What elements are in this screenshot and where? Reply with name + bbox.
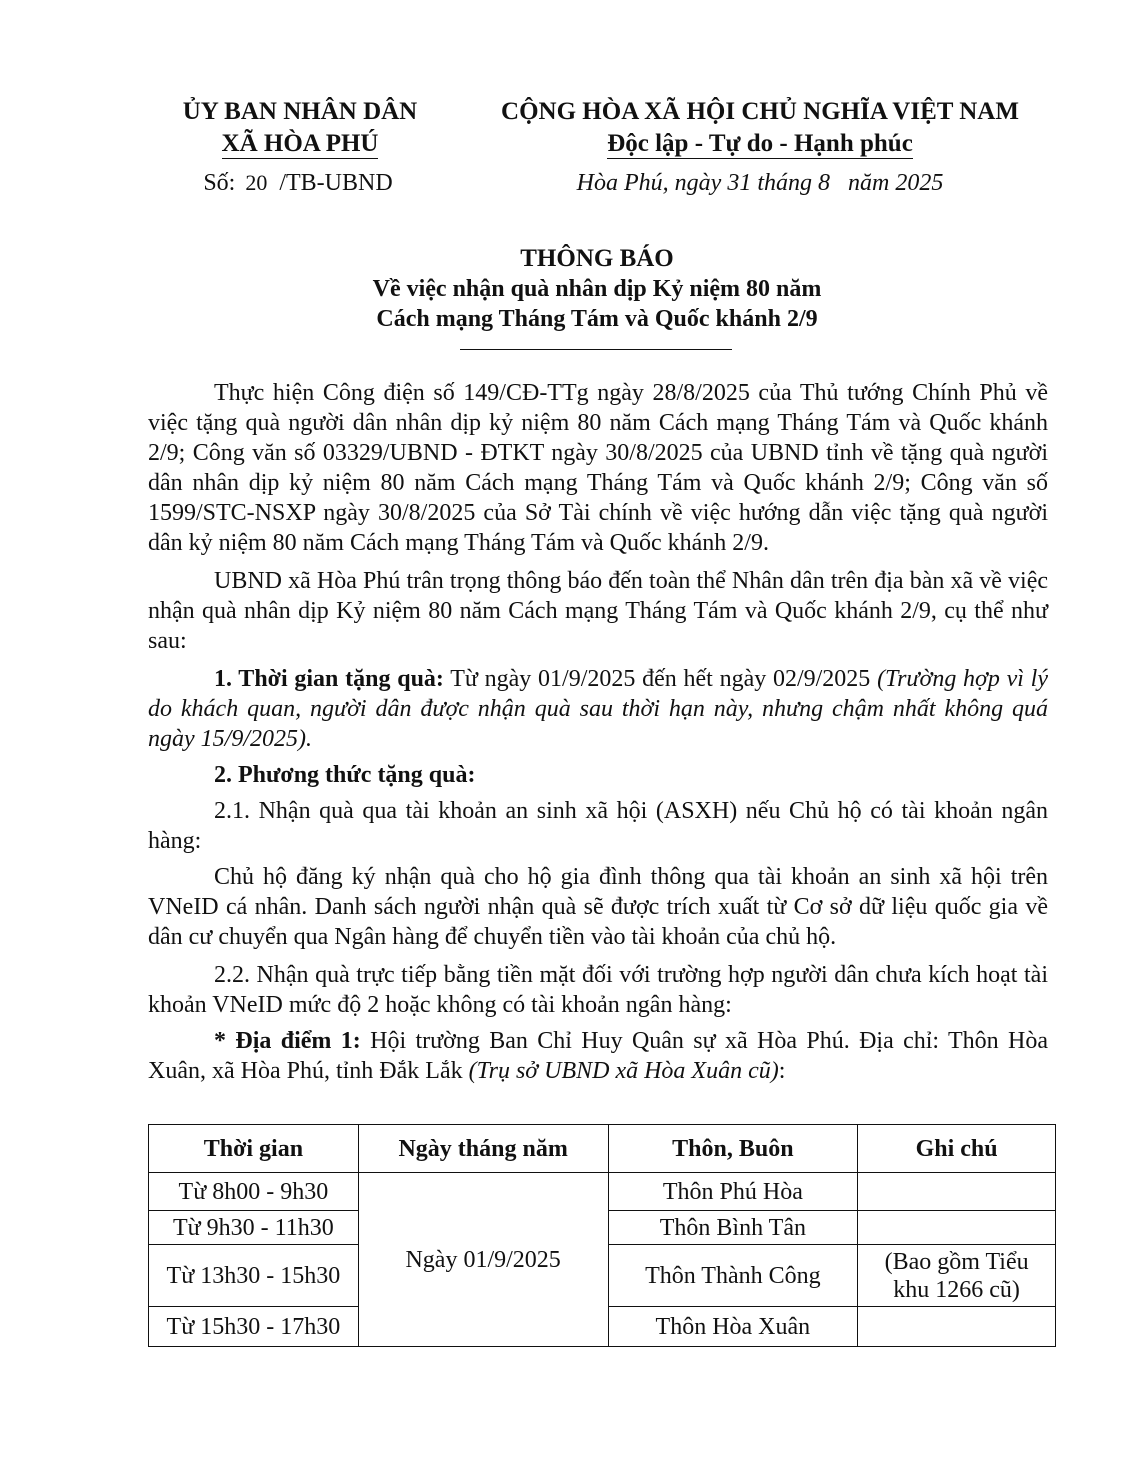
cell-note bbox=[858, 1173, 1056, 1211]
issue-date: Hòa Phú, ngày 31 tháng 8 năm 2025 bbox=[576, 170, 944, 196]
header-date: Ngày tháng năm bbox=[358, 1125, 608, 1173]
document-number bbox=[148, 170, 448, 197]
national-motto: Độc lập - Tự do - Hạnh phúc bbox=[607, 130, 913, 157]
cell-time: Từ 13h30 - 15h30 bbox=[149, 1245, 359, 1307]
issuing-agency bbox=[150, 96, 450, 160]
header-note: Ghi chú bbox=[858, 1125, 1056, 1173]
section-2-2: 2.2. Nhận quà trực tiếp bằng tiền mặt đối với trường hợp người dân chưa kích hoạt tài khoản VNeID mức độ 2 hoặc không có tài khoản ngân hàng: bbox=[148, 962, 1048, 1018]
nation-title: CỘNG HÒA XÃ HỘI CHỦ NGHĨA VIỆT NAM bbox=[501, 98, 1019, 125]
cell-date: Ngày 01/9/2025 bbox=[358, 1173, 608, 1347]
cell-time: Từ 15h30 - 17h30 bbox=[149, 1307, 359, 1347]
schedule-table bbox=[148, 1124, 1056, 1347]
doc-no-suffix: /TB-UBND bbox=[279, 170, 393, 196]
section-2-heading: 2. Phương thức tặng quà: bbox=[214, 762, 476, 788]
cell-village: Thôn Thành Công bbox=[608, 1245, 858, 1307]
document-body bbox=[148, 378, 1048, 1092]
title-divider bbox=[460, 349, 732, 350]
section-2-1-detail: Chủ hộ đăng ký nhận quà cho hộ gia đình thông qua tài khoản an sinh xã hội trên VNeID cá nhân. Danh sách người nhận quà sẽ được trích xuất từ Cơ sở dữ liệu quốc gia về dân cư chuyển qua Ngân hàng để chuyển tiền vào tài khoản của chủ hộ. bbox=[148, 864, 1048, 950]
cell-time: Từ 9h30 - 11h30 bbox=[149, 1211, 359, 1245]
cell-village: Thôn Bình Tân bbox=[608, 1211, 858, 1245]
cell-note bbox=[858, 1211, 1056, 1245]
cell-village: Thôn Phú Hòa bbox=[608, 1173, 858, 1211]
section-1-text: Từ ngày 01/9/2025 đến hết ngày 02/9/2025 bbox=[443, 666, 878, 692]
location-1-end: : bbox=[778, 1058, 786, 1084]
cell-note: (Bao gồm Tiểu khu 1266 cũ) bbox=[858, 1245, 1056, 1307]
agency-line-1: ỦY BAN NHÂN DÂN bbox=[182, 98, 418, 125]
paragraph-announcement: UBND xã Hòa Phú trân trọng thông báo đến toàn thể Nhân dân trên địa bàn xã về việc nhận quà nhân dịp Kỷ niệm 80 năm Cách mạng Tháng Tám và Quốc khánh 2/9, cụ thể như sau: bbox=[148, 568, 1048, 654]
table-row bbox=[149, 1173, 1056, 1211]
section-1-note: (Trường hợp vì lý do khách quan, người dân được nhận quà sau thời hạn này, nhưng chậm nhất không quá ngày 15/9/2025). bbox=[148, 666, 1049, 752]
section-2-1: 2.1. Nhận quà qua tài khoản an sinh xã hội (ASXH) nếu Chủ hộ có tài khoản ngân hàng: bbox=[148, 798, 1048, 854]
location-1-heading: * Địa điểm 1: bbox=[214, 1028, 361, 1054]
cell-village: Thôn Hòa Xuân bbox=[608, 1307, 858, 1347]
paragraph-legal-basis: Thực hiện Công điện số 149/CĐ-TTg ngày 28/8/2025 của Thủ tướng Chính Phủ về việc tặng quà người dân nhân dịp kỷ niệm 80 năm Cách mạng Tháng Tám và Quốc khánh 2/9; Công văn số 03329/UBND - ĐTKT ngày 30/8/2025 của UBND tỉnh về tặng quà người dân nhân dịp kỷ niệm 80 năm Cách mạng Tháng Tám và Quốc khánh 2/9; Công văn số 1599/STC-NSXP ngày 30/8/2025 của Sở Tài chính về việc hướng dẫn việc tặng quà người dân kỷ niệm 80 năm Cách mạng Tháng Tám và Quốc khánh 2/9. bbox=[148, 380, 1048, 556]
header-village: Thôn, Buôn bbox=[608, 1125, 858, 1173]
national-heading bbox=[470, 96, 1050, 160]
document-title bbox=[150, 244, 1044, 334]
header-time: Thời gian bbox=[149, 1125, 359, 1173]
title-main: THÔNG BÁO bbox=[520, 245, 674, 272]
section-2 bbox=[148, 760, 1048, 790]
cell-note bbox=[858, 1307, 1056, 1347]
section-1 bbox=[148, 664, 1048, 754]
section-1-heading: 1. Thời gian tặng quà: bbox=[214, 666, 444, 692]
cell-time: Từ 8h00 - 9h30 bbox=[149, 1173, 359, 1211]
location-1-note: (Trụ sở UBND xã Hòa Xuân cũ) bbox=[468, 1058, 779, 1084]
doc-no-number: 20 bbox=[245, 170, 268, 195]
agency-line-2: XÃ HÒA PHÚ bbox=[221, 130, 379, 157]
table-header-row bbox=[149, 1125, 1056, 1173]
title-sub-2: Cách mạng Tháng Tám và Quốc khánh 2/9 bbox=[376, 306, 818, 332]
location-1 bbox=[148, 1026, 1048, 1086]
doc-no-prefix: Số: bbox=[203, 170, 236, 196]
title-sub-1: Về việc nhận quà nhân dịp Kỷ niệm 80 năm bbox=[372, 276, 822, 302]
location-1-text: Hội trường Ban Chỉ Huy Quân sự xã Hòa Phú. Địa chỉ: Thôn Hòa Xuân, xã Hòa Phú, tỉnh Đắk Lắk bbox=[148, 1028, 1049, 1084]
